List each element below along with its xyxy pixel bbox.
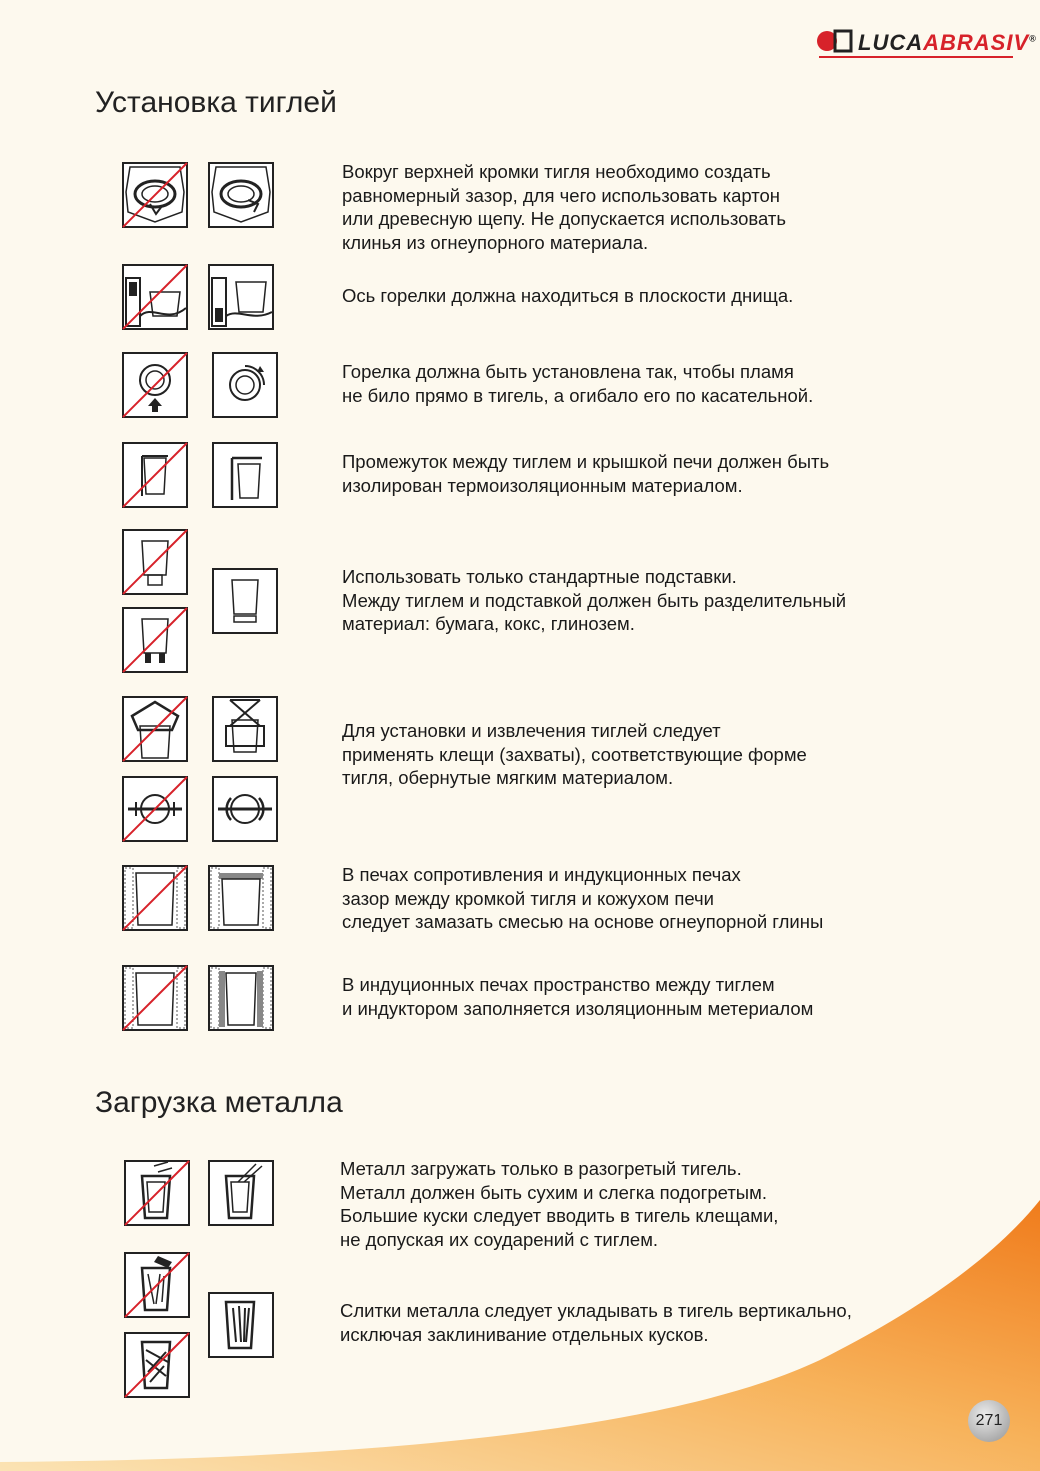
correct-cardboard-icon: [208, 162, 274, 228]
text-item-1: Вокруг верхней кромки тигля необходимо создать равномерный зазор, для чего использовать картон или древесную щепу. Не допускается использовать клинья из огнеупорного материала.: [342, 161, 787, 253]
correct-flame-tangent-icon: [212, 352, 278, 418]
correct-tongs-top-icon: [212, 776, 278, 842]
text-item-10: Слитки металла следует укладывать в тигель вертикально, исключая заклинивание отдельных кусков.: [340, 1300, 852, 1345]
correct-induction-insulated-icon: [208, 965, 274, 1031]
wrong-tongs-top-icon: [122, 776, 188, 842]
text-item-7: В печах сопротивления и индукционных печах зазор между кромкой тигля и кожухом печи следует замазать смесью на основе огнеупорной глины: [342, 864, 824, 932]
logo-registered: ®: [1029, 33, 1037, 44]
text-item-8: В индуционных печах пространство между тиглем и индуктором заполняется изоляционным метериалом: [342, 974, 814, 1019]
logo-text-luca: LUCA: [858, 30, 924, 55]
text-item-9: Металл загружать только в разогретый тигель. Металл должен быть сухим и слегка подогретым. Большие куски следует вводить в тигель клещами, не допуская их соударений с тиглем.: [340, 1158, 779, 1250]
section-title-loading: Загрузка металла: [95, 1086, 343, 1119]
text-item-4: Промежуток между тиглем и крышкой печи должен быть изолирован термоизоляционным материалом.: [342, 451, 830, 496]
wrong-stand-2-icon: [122, 607, 188, 673]
correct-burner-axis-icon: [208, 264, 274, 330]
wrong-wedge-icon: [122, 162, 188, 228]
section-title-installation: Установка тиглей: [95, 86, 337, 119]
wrong-flame-direct-icon: [122, 352, 188, 418]
correct-stand-icon: [212, 568, 278, 634]
text-item-3: Горелка должна быть установлена так, чтобы пламя не било прямо в тигель, а огибало его по касательной.: [342, 361, 814, 406]
wrong-furnace-seal-icon: [122, 865, 188, 931]
logo-text-abrasiv: ABRASIV: [923, 30, 1030, 55]
wrong-stand-1-icon: [122, 529, 188, 595]
wrong-induction-gap-icon: [122, 965, 188, 1031]
text-item-5: Использовать только стандартные подставки. Между тиглем и подставкой должен быть разделительный материал: бумага, кокс, глинозем.: [342, 566, 847, 634]
wrong-cold-loading-icon: [124, 1160, 190, 1226]
wrong-burner-axis-icon: [122, 264, 188, 330]
correct-tongs-icon: [212, 696, 278, 762]
wrong-tongs-icon: [122, 696, 188, 762]
wrong-lid-gap-icon: [122, 442, 188, 508]
correct-hot-loading-icon: [208, 1160, 274, 1226]
logo-wordmark: [858, 30, 1037, 56]
wrong-dropping-metal-icon: [124, 1252, 190, 1318]
page-number: 271: [968, 1400, 1010, 1442]
wrong-wedged-ingots-icon: [124, 1332, 190, 1398]
text-item-6: Для установки и извлечения тиглей следует применять клещи (захваты), соответствующие форме тигля, обернутые мягким материалом.: [342, 720, 807, 788]
text-item-2: Ось горелки должна находиться в плоскости днища.: [342, 285, 794, 306]
correct-furnace-seal-icon: [208, 865, 274, 931]
correct-lid-insulated-icon: [212, 442, 278, 508]
correct-vertical-ingots-icon: [208, 1292, 274, 1358]
